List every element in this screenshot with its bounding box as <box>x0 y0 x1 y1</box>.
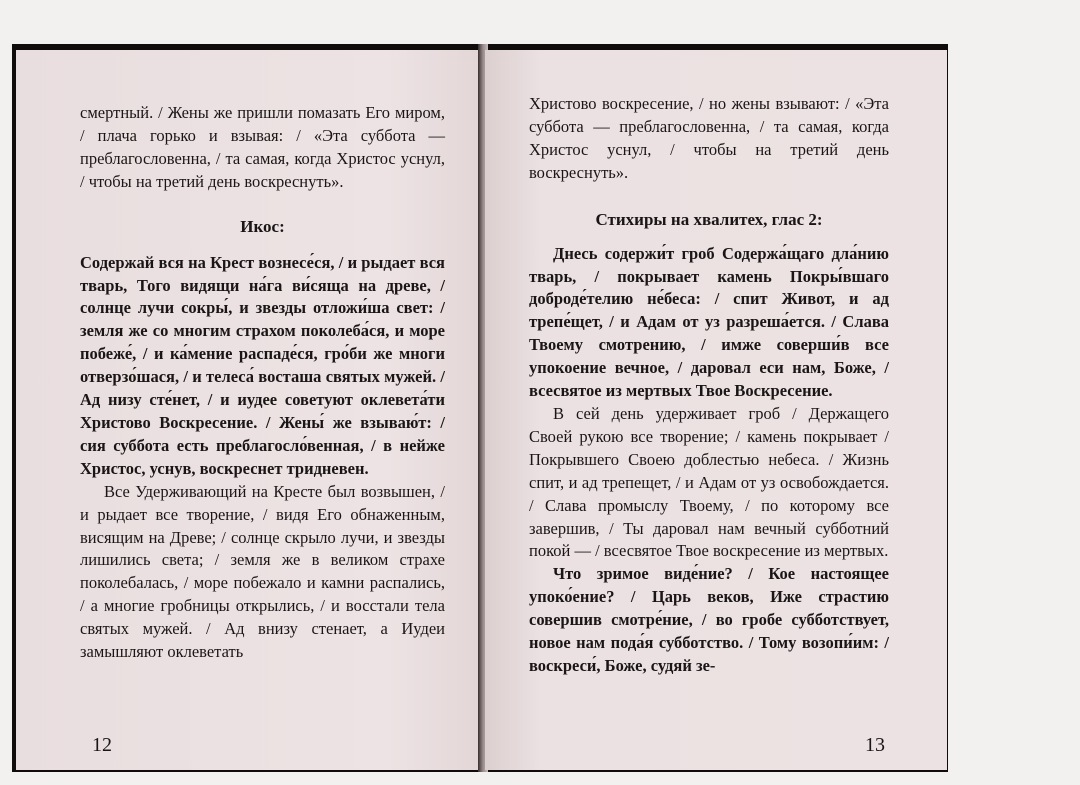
left-bold-hymn: Содержай вся на Крест вознесе́ся, / и рыдает вся тварь, Того видящи на́га ви́сяща на древе, / солнце лучи сокры́, и звезды отложи́ша свет: / земля же со многим страхом поколеба́ся, и море побеже́, / и ка́мение распаде́ся, гро́би же многи отверзо́шася, / и телеса́ восташа святых мужей. / Ад низу сте́нет, / и иудее советуют оклевета́ти Христово Воскресение. / Жены́ же взываю́т: / сия суббота есть преблагосло́венная, / в нейже Христос, уснув, воскреснет тридневен. <box>80 252 445 478</box>
right-page-number: 13 <box>865 734 885 756</box>
right-section-heading: Стихиры на хвалитех, глас 2: <box>595 209 823 229</box>
right-bold-hymn-2: Что зримое виде́ние? / Кое настоящее упоко́ение? / Царь веков, Иже страстию совершив смотре́ние, / во гробе субботствует, новое нам пода́я субботство. / Тому возопи́им: / воскреси́, Боже, судяй зе- <box>529 564 889 675</box>
left-text-paragraph: смертный. / Жены же пришли помазать Его миром, / плача горько и взывая: / «Эта суббота — преблагословенна, / та самая, когда Христос уснул, / чтобы на третий день воскреснуть». <box>80 103 445 191</box>
left-page-number: 12 <box>92 734 112 756</box>
left-translation-paragraph: Все Удерживающий на Кресте был возвышен, / и рыдает все творение, / видя Его обнаженным, висящим на Древе; / солнце скрыло лучи, и звезды лишились света; / земля же в великом страхе поколебалась, / море побежало и камни распались, / а многие гробницы открылись, / и восстали тела святых мужей. / Ад внизу стенает, а Иудеи замышляют оклеветать <box>80 481 445 662</box>
right-translation-paragraph: В сей день удерживает гроб / Держащего Своей рукою все творение; / камень покрывает / Покрывшего Своею доблестью небеса. / Жизнь спит, и ад трепещет, / и Адам от уз освобождается. / Слава промыслу Твоему, / по которому все завершив, / Ты даровал нам вечный субботний покой — / всесвятое Твое воскресение из мертвых. <box>529 403 889 561</box>
left-section-heading: Икос: <box>240 216 285 236</box>
left-page <box>16 50 481 770</box>
right-page <box>485 50 947 770</box>
right-bold-hymn: Днесь содержи́т гроб Содержа́щаго дла́нию тварь, / покрывает камень Покры́вшаго доброде́телию не́беса: / спит Живот, и ад трепе́щет, / и Адам от уз разреша́ется. / Слава Твоему смотрению, / имже соверши́в все упокоение вечное, / даровал еси нам, Боже, / всесвятое из мертвых Твое Воскресение. <box>529 243 889 401</box>
right-text-paragraph: Христово воскресение, / но жены взывают: / «Эта суббота — преблагословенна, / та самая, когда Христос уснул, / чтобы на третий день воскреснуть». <box>529 94 889 182</box>
